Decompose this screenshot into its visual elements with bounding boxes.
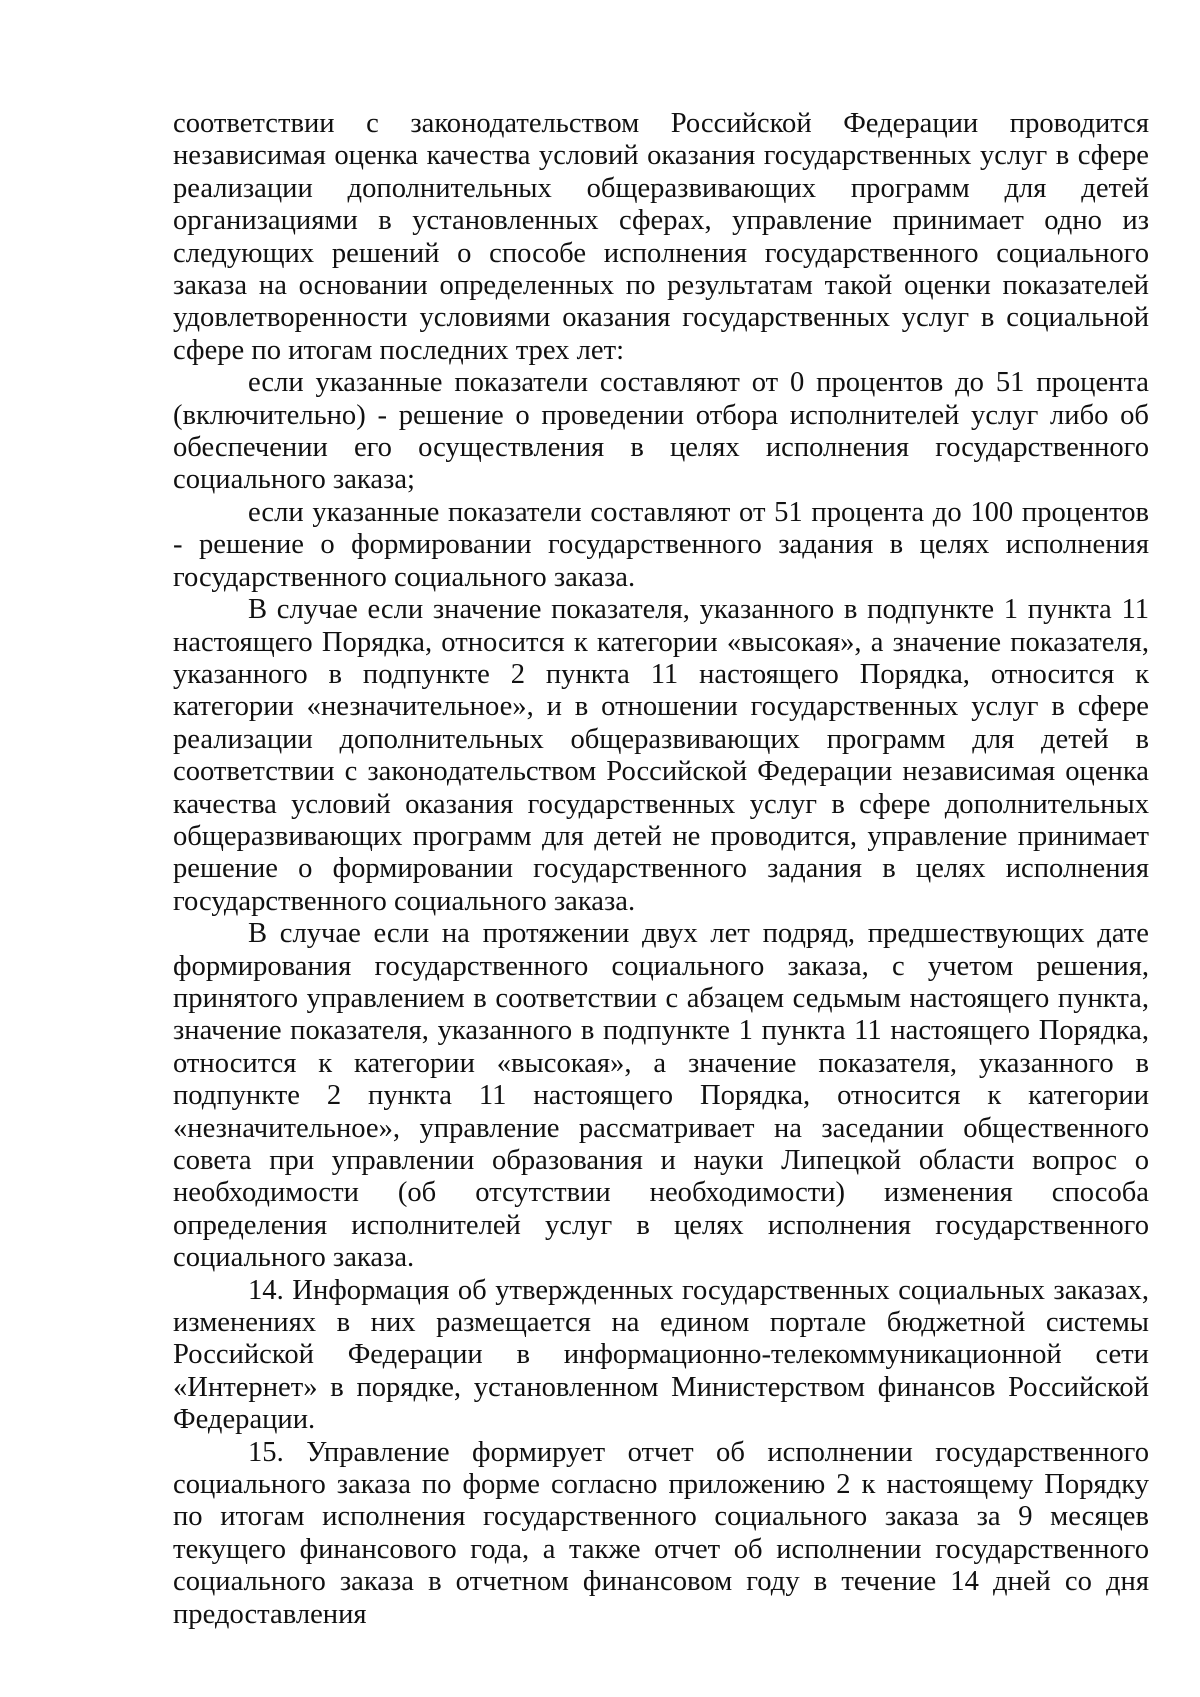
paragraph-1: соответствии с законодательством Российской Федерации проводится независимая оценка качества условий оказания государственных услуг в сфере реализации дополнительных общеразвивающих программ для детей организациями в установленных сферах, управление принимает одно из следующих решений о способе исполнения государственного социального заказа на основании определенных по результатам такой оценки показателей удовлетворенности условиями оказания государственных услуг в социальной сфере по итогам последних трех лет: [173, 108, 1149, 366]
paragraph-5: В случае если на протяжении двух лет подряд, предшествующих дате формирования государственного социального заказа, с учетом решения, принятого управлением в соответствии с абзацем седьмым настоящего пункта, значение показателя, указанного в подпункте 1 пункта 11 настоящего Порядка, относится к категории «высокая», а значение показателя, указанного в подпункте 2 пункта 11 настоящего Порядка, относится к категории «незначительное», управление рассматривает на заседании общественного совета при управлении образования и науки Липецкой области вопрос о необходимости (об отсутствии необходимости) изменения способа определения исполнителей услуг в целях исполнения государственного социального заказа. [173, 918, 1149, 1274]
paragraph-7-item-15: 15. Управление формирует отчет об исполнении государственного социального заказа по форме согласно приложению 2 к настоящему Порядку по итогам исполнения государственного социального заказа за 9 месяцев текущего финансового года, а также отчет об исполнении государственного социального заказа в отчетном финансовом году в течение 14 дней со дня предоставления [173, 1436, 1149, 1630]
paragraph-4: В случае если значение показателя, указанного в подпункте 1 пункта 11 настоящего Порядка, относится к категории «высокая», а значение показателя, указанного в подпункте 2 пункта 11 настоящего Порядка, относится к категории «незначительное», и в отношении государственных услуг в сфере реализации дополнительных общеразвивающих программ для детей в соответствии с законодательством Российской Федерации независимая оценка качества условий оказания государственных услуг в сфере дополнительных общеразвивающих программ для детей не проводится, управление принимает решение о формировании государственного задания в целях исполнения государственного социального заказа. [173, 594, 1149, 917]
paragraph-2: если указанные показатели составляют от 0 процентов до 51 процента (включительно) - решение о проведении отбора исполнителей услуг либо об обеспечении его осуществления в целях исполнения государственного социального заказа; [173, 367, 1149, 496]
document-page [173, 108, 1149, 1631]
paragraph-6-item-14: 14. Информация об утвержденных государственных социальных заказах, изменениях в них размещается на едином портале бюджетной системы Российской Федерации в информационно-телекоммуникационной сети «Интернет» в порядке, установленном Министерством финансов Российской Федерации. [173, 1274, 1149, 1436]
paragraph-3: если указанные показатели составляют от 51 процента до 100 процентов - решение о формировании государственного задания в целях исполнения государственного социального заказа. [173, 496, 1149, 593]
